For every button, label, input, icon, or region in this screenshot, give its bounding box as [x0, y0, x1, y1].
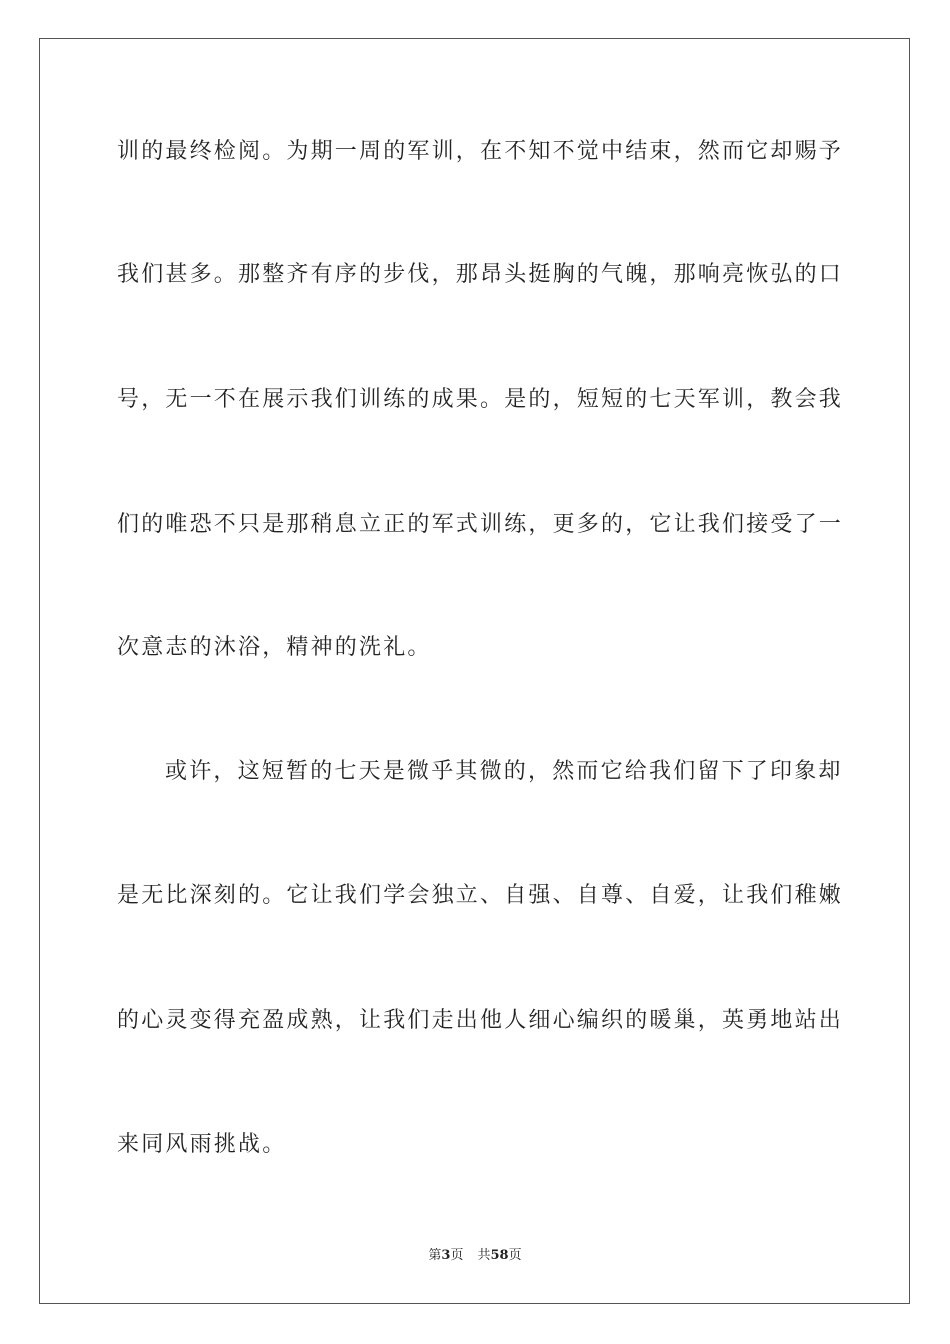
body-text-line-9: 来同风雨挑战。: [117, 1132, 287, 1157]
total-prefix: 共: [477, 1248, 491, 1263]
body-text-line-7: 是无比深刻的。它让我们学会独立、自强、自尊、自爱，让我们稚嫩: [117, 883, 844, 908]
body-text-line-3: 号，无一不在展示我们训练的成果。是的，短短的七天军训，教会我: [117, 387, 844, 412]
page-number: 3: [441, 1248, 451, 1263]
body-text-line-1: 训的最终检阅。为期一周的军训，在不知不觉中结束，然而它却赐予: [117, 139, 844, 164]
page-border: [39, 38, 910, 1304]
body-text-line-8: 的心灵变得充盈成熟，让我们走出他人细心编织的暖巢，英勇地站出: [117, 1008, 844, 1033]
body-text-line-2: 我们甚多。那整齐有序的步伐，那昂头挺胸的气魄，那响亮恢弘的口: [117, 262, 844, 287]
body-text-line-5: 次意志的沐浴，精神的洗礼。: [117, 635, 432, 660]
page-prefix: 第: [428, 1248, 442, 1263]
total-pages: 58: [490, 1248, 509, 1263]
body-text-line-4: 们的唯恐不只是那稍息立正的军式训练，更多的，它让我们接受了一: [117, 512, 844, 537]
body-text-line-6: 或许，这短暂的七天是微乎其微的，然而它给我们留下了印象却: [165, 759, 843, 784]
page-footer: [0, 1247, 950, 1265]
total-suffix: 页: [508, 1248, 522, 1263]
page-suffix: 页: [450, 1248, 464, 1263]
